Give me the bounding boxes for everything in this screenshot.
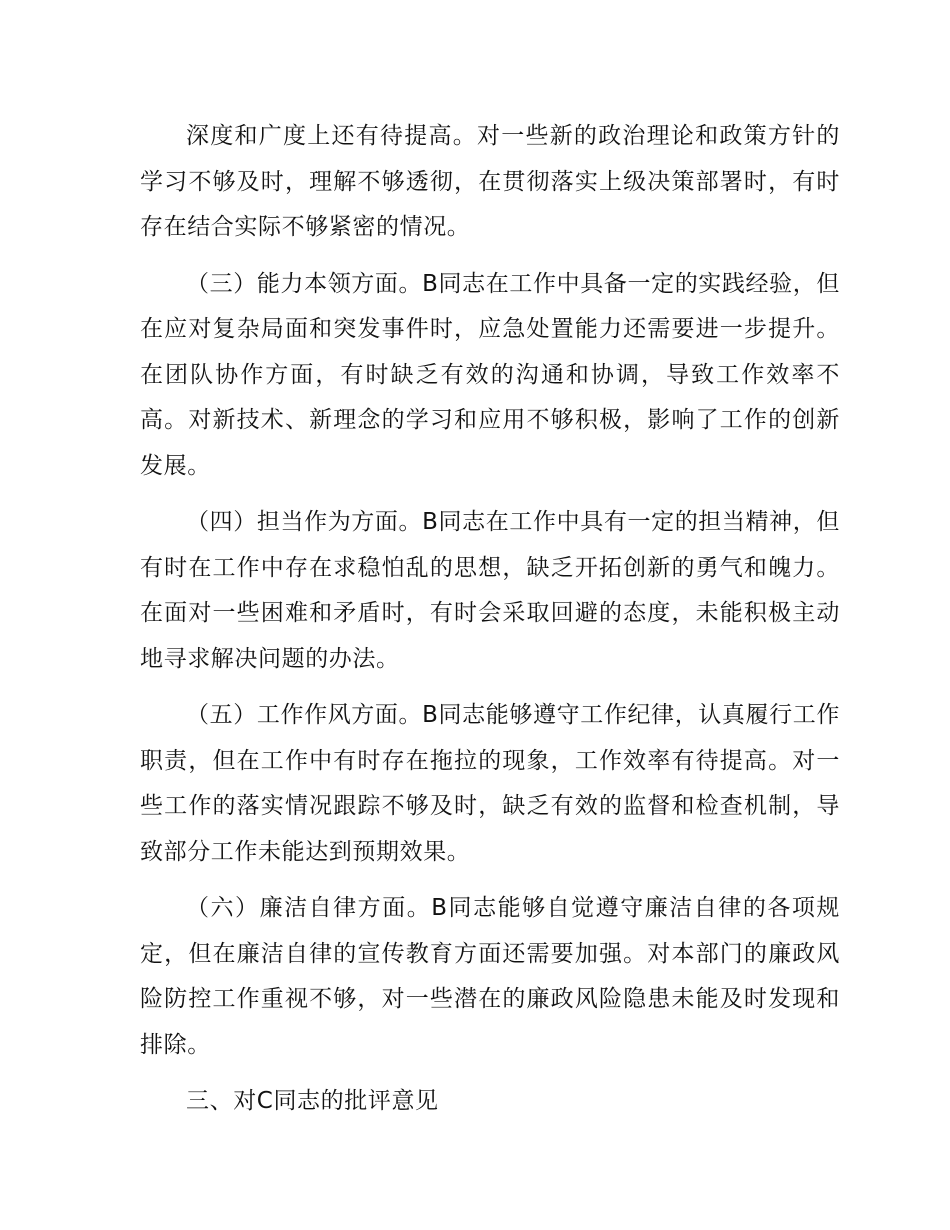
paragraph-integrity: （六）廉洁自律方面。B同志能够自觉遵守廉洁自律的各项规定，但在廉洁自律的宣传教育方面还需要加强。对本部门的廉政风险防控工作重视不够，对一些潜在的廉政风险隐患未能及时发现和排除。 bbox=[140, 895, 840, 1058]
section-heading: 三、对C同志的批评意见 bbox=[186, 1088, 439, 1114]
paragraph-responsibility: （四）担当作为方面。B同志在工作中具有一定的担当精神，但有时在工作中存在求稳怕乱的思想，缺乏开拓创新的勇气和魄力。在面对一些困难和矛盾时，有时会采取回避的态度，未能积极主动地寻求解决问题的办法。 bbox=[140, 509, 840, 672]
paragraph-work-style: （五）工作作风方面。B同志能够遵守工作纪律，认真履行工作职责，但在工作中有时存在拖拉的现象，工作效率有待提高。对一些工作的落实情况跟踪不够及时，缺乏有效的监督和检查机制，导致部分工作未能达到预期效果。 bbox=[140, 702, 840, 865]
document-body bbox=[140, 114, 840, 1125]
paragraph-ability: （三）能力本领方面。B同志在工作中具备一定的实践经验，但在应对复杂局面和突发事件时，应急处置能力还需要进一步提升。在团队协作方面，有时缺乏有效的沟通和协调，导致工作效率不高。对新技术、新理念的学习和应用不够积极，影响了工作的创新发展。 bbox=[140, 270, 840, 479]
paragraph-continuation: 深度和广度上还有待提高。对一些新的政治理论和政策方针的学习不够及时，理解不够透彻，在贯彻落实上级决策部署时，有时存在结合实际不够紧密的情况。 bbox=[140, 123, 840, 240]
